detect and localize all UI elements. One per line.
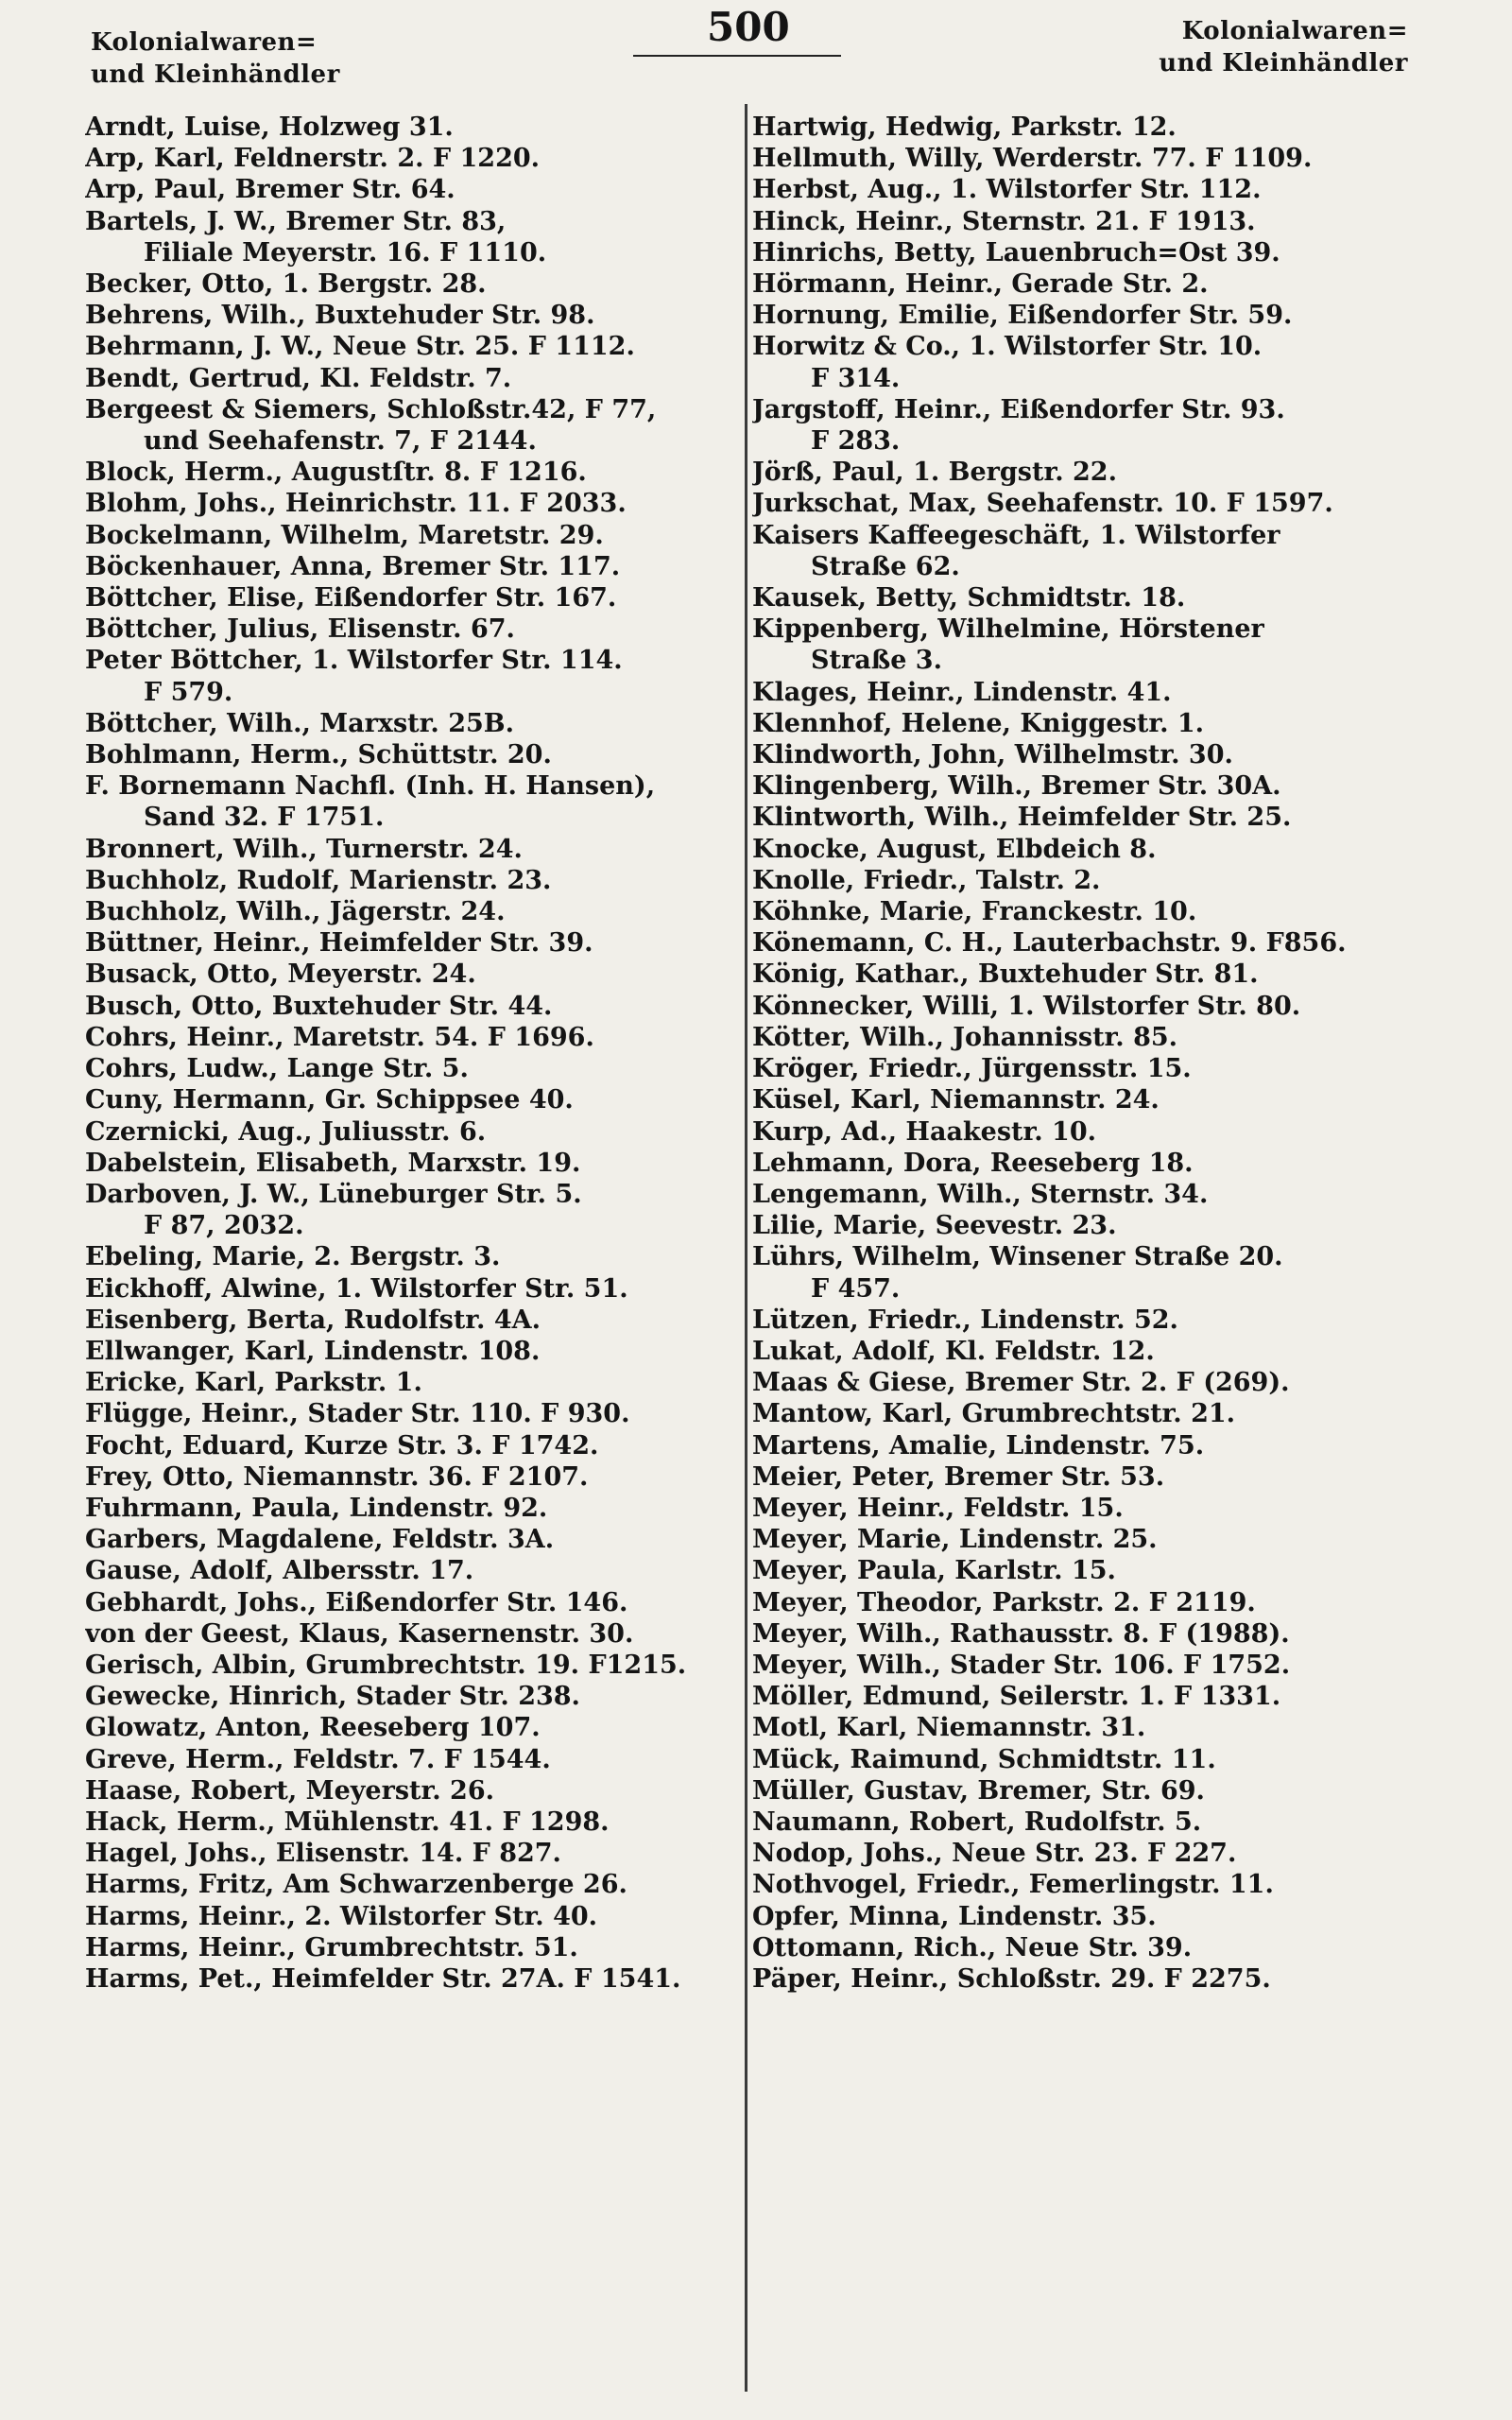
entry-line: Klingenberg, Wilh., Bremer Str. 30A. (752, 771, 1281, 802)
entry-line: Lützen, Friedr., Lindenstr. 52. (752, 1305, 1178, 1335)
directory-entry (752, 488, 1414, 519)
directory-entry (85, 1963, 747, 1995)
directory-entry (752, 300, 1414, 331)
header-right-line-2: und Kleinhändler (1159, 49, 1408, 78)
entry-line: Garbers, Magdalene, Feldstr. 3A. (85, 1525, 555, 1555)
directory-entry (85, 1775, 747, 1806)
directory-entry (85, 300, 747, 331)
entry-line: Lilie, Marie, Seevestr. 23. (752, 1211, 1117, 1241)
entry-line: Eisenberg, Berta, Rudolfstr. 4A. (85, 1305, 541, 1335)
directory-entry (85, 645, 747, 707)
entry-line: Gewecke, Hinrich, Stader Str. 238. (85, 1682, 580, 1712)
entry-line: Frey, Otto, Niemannstr. 36. F 2107. (85, 1461, 589, 1492)
directory-entry (85, 582, 747, 614)
directory-entry (752, 1744, 1414, 1775)
directory-entry (752, 1524, 1414, 1555)
directory-entry (752, 677, 1414, 708)
entry-line: Behrens, Wilh., Buxtehuder Str. 98. (85, 301, 595, 331)
entry-line: Küsel, Karl, Niemannstr. 24. (752, 1085, 1160, 1115)
entry-continuation: Straße 3. (811, 646, 942, 676)
directory-entry (85, 1618, 747, 1650)
entry-line: Meyer, Paula, Karlstr. 15. (752, 1556, 1116, 1586)
directory-entry (85, 959, 747, 990)
entry-line: König, Kathar., Buxtehuder Str. 81. (752, 959, 1259, 990)
entry-line: Cuny, Hermann, Gr. Schippsee 40. (85, 1085, 574, 1115)
entry-line: Klindworth, John, Wilhelmstr. 30. (752, 740, 1233, 770)
directory-entry (85, 1493, 747, 1524)
directory-entry (752, 520, 1414, 582)
directory-entry (752, 1084, 1414, 1115)
directory-entry (752, 865, 1414, 896)
directory-entry (752, 206, 1414, 237)
directory-entry (752, 331, 1414, 393)
directory-entry (752, 1650, 1414, 1681)
entry-line: Knocke, August, Elbdeich 8. (752, 834, 1157, 864)
directory-entry (85, 1179, 747, 1241)
directory-entry (752, 1241, 1414, 1304)
entry-line: Bergeest & Siemers, Schloßstr.42, F 77, (85, 394, 657, 424)
entry-line: Meyer, Marie, Lindenstr. 25. (752, 1525, 1158, 1555)
directory-entry (752, 1305, 1414, 1336)
entry-line: Jörß, Paul, 1. Bergstr. 22. (752, 458, 1117, 488)
directory-entry (752, 834, 1414, 865)
entry-line: Becker, Otto, 1. Bergstr. 28. (85, 269, 487, 300)
entry-line: Haase, Robert, Meyerstr. 26. (85, 1775, 495, 1806)
entry-line: Dabelstein, Elisabeth, Marxstr. 19. (85, 1148, 581, 1178)
entry-line: Horwitz & Co., 1. Wilstorfer Str. 10. (752, 332, 1263, 362)
entry-line: Opfer, Minna, Lindenstr. 35. (752, 1901, 1157, 1931)
entry-continuation: F 579. (144, 677, 233, 707)
entry-line: F. Bornemann Nachfl. (Inh. H. Hansen), (85, 771, 656, 802)
entry-line: Maas & Giese, Bremer Str. 2. F (269). (752, 1368, 1290, 1398)
directory-entry (85, 896, 747, 927)
entry-line: Eickhoff, Alwine, 1. Wilstorfer Str. 51. (85, 1273, 628, 1304)
right-column (752, 112, 1414, 1995)
entry-line: Arp, Karl, Feldnerstr. 2. F 1220. (85, 144, 541, 174)
entry-continuation: F 457. (811, 1273, 901, 1304)
directory-entry (752, 1210, 1414, 1241)
entry-line: Klages, Heinr., Lindenstr. 41. (752, 677, 1172, 707)
directory-entry (85, 1744, 747, 1775)
entry-line: Meier, Peter, Bremer Str. 53. (752, 1461, 1165, 1492)
entry-line: Klennhof, Helene, Kniggestr. 1. (752, 708, 1205, 738)
directory-entry (85, 1241, 747, 1272)
directory-entry (85, 1367, 747, 1398)
directory-entry (752, 739, 1414, 770)
directory-entry (752, 614, 1414, 676)
entry-line: Hörmann, Heinr., Gerade Str. 2. (752, 269, 1209, 300)
entry-line: von der Geest, Klaus, Kasernenstr. 30. (85, 1618, 634, 1649)
running-header-right (1159, 15, 1408, 79)
page-number: 500 (707, 4, 790, 50)
entry-line: Knolle, Friedr., Talstr. 2. (752, 865, 1101, 895)
directory-entry (85, 1148, 747, 1179)
entry-line: Arp, Paul, Bremer Str. 64. (85, 175, 455, 205)
header-left-line-2: und Kleinhändler (91, 60, 340, 89)
directory-entry (85, 394, 747, 457)
entry-continuation: F 314. (811, 363, 901, 393)
directory-entry (752, 394, 1414, 457)
directory-entry (85, 1273, 747, 1305)
entry-continuation: Straße 62. (811, 551, 960, 581)
entry-line: Darboven, J. W., Lüneburger Str. 5. (85, 1179, 582, 1209)
directory-entry (85, 1806, 747, 1838)
entry-line: Müller, Gustav, Bremer, Str. 69. (752, 1775, 1205, 1806)
directory-entry (85, 488, 747, 519)
entry-line: Hinrichs, Betty, Lauenbruch=Ost 39. (752, 237, 1280, 268)
directory-entry (752, 959, 1414, 990)
entry-line: Böttcher, Wilh., Marxstr. 25B. (85, 708, 514, 738)
entry-line: Bendt, Gertrud, Kl. Feldstr. 7. (85, 363, 512, 393)
directory-entry (85, 708, 747, 739)
entry-line: Kötter, Wilh., Johannisstr. 85. (752, 1022, 1178, 1052)
entry-line: Ebeling, Marie, 2. Bergstr. 3. (85, 1242, 501, 1272)
directory-entry (85, 1555, 747, 1586)
directory-entry (85, 206, 747, 268)
directory-entry (752, 1587, 1414, 1618)
directory-entry (85, 1587, 747, 1618)
directory-entry (85, 1838, 747, 1869)
directory-entry (752, 1618, 1414, 1650)
entry-line: Gause, Adolf, Albersstr. 17. (85, 1556, 474, 1586)
directory-entry (85, 1430, 747, 1461)
directory-entry (752, 708, 1414, 739)
entry-line: Block, Herm., Augustſtr. 8. F 1216. (85, 458, 587, 488)
entry-line: Kippenberg, Wilhelmine, Hörstener (752, 614, 1264, 645)
entry-line: Lührs, Wilhelm, Winsener Straße 20. (752, 1242, 1283, 1272)
entry-line: Cohrs, Ludw., Lange Str. 5. (85, 1054, 469, 1084)
header-rule (633, 55, 841, 57)
directory-entry (85, 1116, 747, 1148)
directory-entry (752, 1712, 1414, 1743)
entry-line: Harms, Heinr., Grumbrechtstr. 51. (85, 1932, 578, 1962)
directory-entry (85, 1932, 747, 1963)
entry-line: Jargstoff, Heinr., Eißendorfer Str. 93. (752, 394, 1285, 424)
entry-line: Könnecker, Willi, 1. Wilstorfer Str. 80. (752, 991, 1301, 1021)
directory-entry (752, 1367, 1414, 1398)
directory-entry (752, 1806, 1414, 1838)
directory-entry (85, 1901, 747, 1932)
entry-line: Meyer, Wilh., Stader Str. 106. F 1752. (752, 1650, 1291, 1680)
directory-entry (752, 1116, 1414, 1148)
entry-line: Fuhrmann, Paula, Lindenstr. 92. (85, 1493, 548, 1523)
entry-line: Martens, Amalie, Lindenstr. 75. (752, 1430, 1205, 1461)
entry-line: Bockelmann, Wilhelm, Maretstr. 29. (85, 520, 604, 550)
entry-line: Glowatz, Anton, Reeseberg 107. (85, 1713, 541, 1743)
directory-entry (85, 614, 747, 645)
directory-entry (85, 834, 747, 865)
entry-line: Büttner, Heinr., Heimfelder Str. 39. (85, 928, 593, 959)
entry-line: Klintworth, Wilh., Heimfelder Str. 25. (752, 803, 1292, 833)
directory-entry (85, 1305, 747, 1336)
entry-line: Böttcher, Julius, Elisenstr. 67. (85, 614, 515, 645)
directory-entry (85, 268, 747, 300)
directory-entry (752, 1775, 1414, 1806)
entry-line: Motl, Karl, Niemannstr. 31. (752, 1713, 1146, 1743)
entry-line: Päper, Heinr., Schloßstr. 29. F 2275. (752, 1963, 1271, 1994)
directory-entry (752, 1681, 1414, 1712)
directory-entry (85, 739, 747, 770)
entry-line: Focht, Eduard, Kurze Str. 3. F 1742. (85, 1430, 599, 1461)
entry-line: Behrmann, J. W., Neue Str. 25. F 1112. (85, 332, 635, 362)
directory-entry (85, 1398, 747, 1429)
directory-entry (752, 143, 1414, 174)
entry-line: Könemann, C. H., Lauterbachstr. 9. F856. (752, 928, 1347, 959)
entry-continuation: F 87, 2032. (144, 1211, 304, 1241)
directory-entry (752, 896, 1414, 927)
directory-entry (752, 1555, 1414, 1586)
directory-entry (752, 112, 1414, 143)
directory-entry (752, 457, 1414, 488)
entry-line: Hinck, Heinr., Sternstr. 21. F 1913. (752, 206, 1256, 236)
entry-line: Kausek, Betty, Schmidtstr. 18. (752, 583, 1186, 614)
entry-line: Hack, Herm., Mühlenstr. 41. F 1298. (85, 1806, 610, 1837)
directory-entry (85, 1712, 747, 1743)
entry-line: Gerisch, Albin, Grumbrechtstr. 19. F1215. (85, 1650, 687, 1680)
entry-line: Cohrs, Heinr., Maretstr. 54. F 1696. (85, 1022, 594, 1052)
directory-entry (752, 802, 1414, 833)
directory-entry (752, 1336, 1414, 1367)
entry-line: Hartwig, Hedwig, Parkstr. 12. (752, 112, 1177, 142)
directory-entry (752, 1461, 1414, 1493)
directory-entry (85, 1084, 747, 1115)
directory-entry (752, 991, 1414, 1022)
entry-line: Hellmuth, Willy, Werderstr. 77. F 1109. (752, 144, 1313, 174)
directory-entry (752, 1179, 1414, 1210)
directory-entry (85, 927, 747, 959)
entry-line: Lukat, Adolf, Kl. Feldstr. 12. (752, 1336, 1155, 1366)
entry-line: Meyer, Heinr., Feldstr. 15. (752, 1493, 1124, 1523)
entry-line: Busack, Otto, Meyerstr. 24. (85, 959, 476, 990)
directory-entry (85, 1650, 747, 1681)
directory-entry (752, 1838, 1414, 1869)
directory-entry (752, 1493, 1414, 1524)
entry-line: Hagel, Johs., Elisenstr. 14. F 827. (85, 1839, 561, 1869)
directory-entry (85, 331, 747, 362)
entry-line: Buchholz, Rudolf, Marienstr. 23. (85, 865, 552, 895)
entry-line: Busch, Otto, Buxtehuder Str. 44. (85, 991, 553, 1021)
running-header-left (91, 26, 340, 91)
entry-line: Mantow, Karl, Grumbrechtstr. 21. (752, 1399, 1236, 1429)
entry-line: Flügge, Heinr., Stader Str. 110. F 930. (85, 1399, 630, 1429)
entry-line: Böttcher, Elise, Eißendorfer Str. 167. (85, 583, 617, 614)
entry-line: Ottomann, Rich., Neue Str. 39. (752, 1932, 1193, 1962)
directory-entry (85, 112, 747, 143)
directory-entry (85, 143, 747, 174)
entry-continuation: Sand 32. F 1751. (144, 803, 385, 833)
directory-entry (752, 174, 1414, 205)
entry-line: Nothvogel, Friedr., Femerlingstr. 11. (752, 1870, 1274, 1900)
directory-entry (752, 237, 1414, 268)
entry-line: Mück, Raimund, Schmidtstr. 11. (752, 1744, 1216, 1774)
directory-entry (85, 363, 747, 394)
entry-line: Arndt, Luise, Holzweg 31. (85, 112, 454, 142)
left-column (85, 112, 747, 1995)
entry-line: Blohm, Johs., Heinrichstr. 11. F 2033. (85, 489, 627, 519)
directory-entry (752, 1398, 1414, 1429)
entry-line: Lehmann, Dora, Reeseberg 18. (752, 1148, 1194, 1178)
directory-entry (752, 268, 1414, 300)
entry-continuation: Filiale Meyerstr. 16. F 1110. (144, 237, 547, 268)
entry-line: Czernicki, Aug., Juliusstr. 6. (85, 1116, 487, 1147)
entry-continuation: und Seehafenstr. 7, F 2144. (144, 426, 537, 457)
header-left-line-1: Kolonialwaren= (91, 28, 318, 57)
entry-line: Harms, Pet., Heimfelder Str. 27A. F 1541. (85, 1963, 681, 1994)
directory-entry (85, 770, 747, 833)
directory-entry (752, 1963, 1414, 1995)
entry-line: Bartels, J. W., Bremer Str. 83, (85, 206, 507, 236)
directory-entry (85, 1524, 747, 1555)
entry-line: Kröger, Friedr., Jürgensstr. 15. (752, 1054, 1192, 1084)
directory-entry (752, 1148, 1414, 1179)
entry-line: Harms, Fritz, Am Schwarzenberge 26. (85, 1870, 627, 1900)
entry-line: Kaisers Kaffeegeschäft, 1. Wilstorfer (752, 520, 1280, 550)
entry-line: Meyer, Wilh., Rathausstr. 8. F (1988). (752, 1618, 1290, 1649)
entry-line: Ellwanger, Karl, Lindenstr. 108. (85, 1336, 541, 1366)
directory-entry (85, 551, 747, 582)
directory-entry (752, 1932, 1414, 1963)
entry-line: Köhnke, Marie, Franckestr. 10. (752, 897, 1197, 927)
directory-entry (752, 1869, 1414, 1900)
entry-line: Harms, Heinr., 2. Wilstorfer Str. 40. (85, 1901, 598, 1931)
entry-line: Buchholz, Wilh., Jägerstr. 24. (85, 897, 506, 927)
directory-entry (752, 1022, 1414, 1053)
entry-line: Meyer, Theodor, Parkstr. 2. F 2119. (752, 1587, 1256, 1617)
entry-line: Greve, Herm., Feldstr. 7. F 1544. (85, 1744, 551, 1774)
directory-entry (85, 1869, 747, 1900)
entry-line: Böckenhauer, Anna, Bremer Str. 117. (85, 551, 621, 581)
entry-line: Lengemann, Wilh., Sternstr. 34. (752, 1179, 1209, 1209)
entry-line: Kurp, Ad., Haakestr. 10. (752, 1116, 1097, 1147)
entry-line: Peter Böttcher, 1. Wilstorfer Str. 114. (85, 646, 623, 676)
directory-entry (85, 1053, 747, 1084)
entry-line: Bronnert, Wilh., Turnerstr. 24. (85, 834, 523, 864)
directory-entry (85, 865, 747, 896)
entry-line: Herbst, Aug., 1. Wilstorfer Str. 112. (752, 175, 1262, 205)
entry-line: Gebhardt, Johs., Eißendorfer Str. 146. (85, 1587, 628, 1617)
entry-line: Nodop, Johs., Neue Str. 23. F 227. (752, 1839, 1237, 1869)
directory-entry (752, 1053, 1414, 1084)
directory-entry (85, 520, 747, 551)
entry-line: Ericke, Karl, Parkstr. 1. (85, 1368, 422, 1398)
directory-entry (85, 457, 747, 488)
directory-entry (85, 1681, 747, 1712)
entry-continuation: F 283. (811, 426, 901, 457)
directory-entry (752, 927, 1414, 959)
entry-line: Möller, Edmund, Seilerstr. 1. F 1331. (752, 1682, 1281, 1712)
entry-line: Hornung, Emilie, Eißendorfer Str. 59. (752, 301, 1293, 331)
entry-line: Jurkschat, Max, Seehafenstr. 10. F 1597. (752, 489, 1333, 519)
directory-entry (752, 770, 1414, 802)
directory-entry (85, 174, 747, 205)
entry-line: Bohlmann, Herm., Schüttstr. 20. (85, 740, 552, 770)
directory-entry (85, 991, 747, 1022)
directory-entry (752, 1901, 1414, 1932)
entry-line: Naumann, Robert, Rudolfstr. 5. (752, 1806, 1202, 1837)
directory-entry (85, 1461, 747, 1493)
directory-entry (752, 582, 1414, 614)
directory-entry (85, 1336, 747, 1367)
column-divider (745, 104, 747, 2392)
directory-entry (85, 1022, 747, 1053)
header-right-line-1: Kolonialwaren= (1181, 17, 1408, 45)
directory-entry (752, 1430, 1414, 1461)
